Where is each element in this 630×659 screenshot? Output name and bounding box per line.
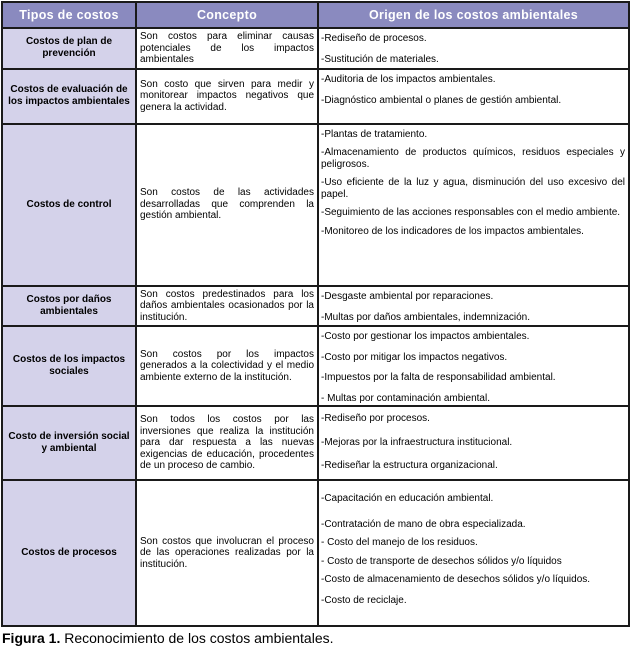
origin-cell bbox=[318, 406, 629, 480]
origin-list bbox=[321, 493, 625, 606]
table-row bbox=[2, 69, 629, 124]
origin-list bbox=[321, 33, 625, 65]
list-item: -Costo por mitigar los impactos negativos. bbox=[321, 351, 508, 363]
origin-cell bbox=[318, 480, 629, 626]
cost-type-cell: Costos de evaluación de los impactos ambientales bbox=[2, 69, 136, 124]
list-item: -Rediseño de procesos. bbox=[321, 33, 427, 44]
concept-cell: Son costos predestinados para los daños ambientales ocasionados por la institución. bbox=[136, 286, 318, 327]
cost-type-cell: Costos de control bbox=[2, 124, 136, 286]
cost-type-cell: Costos de plan de prevención bbox=[2, 28, 136, 69]
list-item: -Monitoreo de los indicadores de los impactos ambientales. bbox=[321, 225, 584, 237]
cost-type-cell: Costos de los impactos sociales bbox=[2, 326, 136, 406]
concept-cell: Son todos los costos por las inversiones que realiza la institución para dar respuesta a las nuevas exigencias de educación, procedentes de un proceso de cambio. bbox=[136, 406, 318, 480]
origin-list bbox=[321, 291, 625, 324]
list-item: -Almacenamiento de productos químicos, residuos especiales y peligrosos. bbox=[321, 147, 625, 170]
origin-list bbox=[321, 129, 625, 238]
list-item: -Rediseñar la estructura organizacional. bbox=[321, 460, 498, 471]
origin-cell bbox=[318, 326, 629, 406]
list-item: -Auditoria de los impactos ambientales. bbox=[321, 73, 496, 85]
list-item: -Sustitución de materiales. bbox=[321, 53, 439, 65]
environmental-costs-table bbox=[1, 1, 630, 627]
caption-label: Figura 1. bbox=[2, 630, 61, 646]
concept-cell: Son costos para eliminar causas potenciales de los impactos ambientales bbox=[136, 28, 318, 69]
table-row bbox=[2, 480, 629, 626]
list-item: -Contratación de mano de obra especializada. bbox=[321, 518, 526, 530]
list-item: - Multas por contaminación ambiental. bbox=[321, 392, 490, 404]
list-item: -Impuestos por la falta de responsabilidad ambiental. bbox=[321, 372, 556, 383]
list-item: - Costo de transporte de desechos sólidos y/o líquidos bbox=[321, 555, 562, 567]
list-item: -Rediseño por procesos. bbox=[321, 413, 430, 424]
list-item: -Diagnóstico ambiental o planes de gestión ambiental. bbox=[321, 95, 562, 106]
origin-cell bbox=[318, 28, 629, 69]
origin-cell bbox=[318, 69, 629, 124]
table-row bbox=[2, 28, 629, 69]
list-item: -Costo por gestionar los impactos ambientales. bbox=[321, 331, 530, 342]
origin-list bbox=[321, 331, 625, 404]
concept-cell: Son costo que sirven para medir y monitorear impactos negativos que genera la actividad. bbox=[136, 69, 318, 124]
table-body bbox=[2, 28, 629, 626]
concept-cell: Son costos de las actividades desarrolladas que comprenden la gestión ambiental. bbox=[136, 124, 318, 286]
caption-text: Reconocimiento de los costos ambientales. bbox=[60, 630, 334, 646]
concept-cell: Son costos por los impactos generados a la colectividad y el medio ambiente externo de la institución. bbox=[136, 326, 318, 406]
header-tipos: Tipos de costos bbox=[2, 2, 136, 28]
origin-cell bbox=[318, 286, 629, 327]
concept-cell: Son costos que involucran el proceso de las operaciones realizadas por la institución. bbox=[136, 480, 318, 626]
figure-caption bbox=[2, 630, 334, 646]
table-row bbox=[2, 124, 629, 286]
list-item: -Capacitación en educación ambiental. bbox=[321, 493, 494, 504]
table-row bbox=[2, 286, 629, 327]
list-item: -Costo de reciclaje. bbox=[321, 594, 407, 606]
origin-list bbox=[321, 74, 625, 107]
table-row bbox=[2, 406, 629, 480]
cost-type-cell: Costo de inversión social y ambiental bbox=[2, 406, 136, 480]
cost-type-cell: Costos por daños ambientales bbox=[2, 286, 136, 327]
origin-cell bbox=[318, 124, 629, 286]
list-item: -Mejoras por la infraestructura institucional. bbox=[321, 436, 513, 448]
table-row bbox=[2, 326, 629, 406]
list-item: -Seguimiento de las acciones responsables con el medio ambiente. bbox=[321, 207, 621, 218]
list-item: -Uso eficiente de la luz y agua, disminución del uso excesivo del papel. bbox=[321, 177, 625, 200]
list-item: -Costo de almacenamiento de desechos sólidos y/o líquidos. bbox=[321, 574, 591, 585]
header-concepto: Concepto bbox=[136, 2, 318, 28]
list-item: -Multas por daños ambientales, indemnización. bbox=[321, 312, 530, 323]
cost-type-cell: Costos de procesos bbox=[2, 480, 136, 626]
origin-list bbox=[321, 413, 625, 472]
list-item: -Plantas de tratamiento. bbox=[321, 128, 428, 140]
list-item: -Desgaste ambiental por reparaciones. bbox=[321, 290, 494, 302]
header-origen: Origen de los costos ambientales bbox=[318, 2, 629, 28]
list-item: - Costo del manejo de los residuos. bbox=[321, 537, 478, 548]
table-header-row bbox=[2, 2, 629, 28]
